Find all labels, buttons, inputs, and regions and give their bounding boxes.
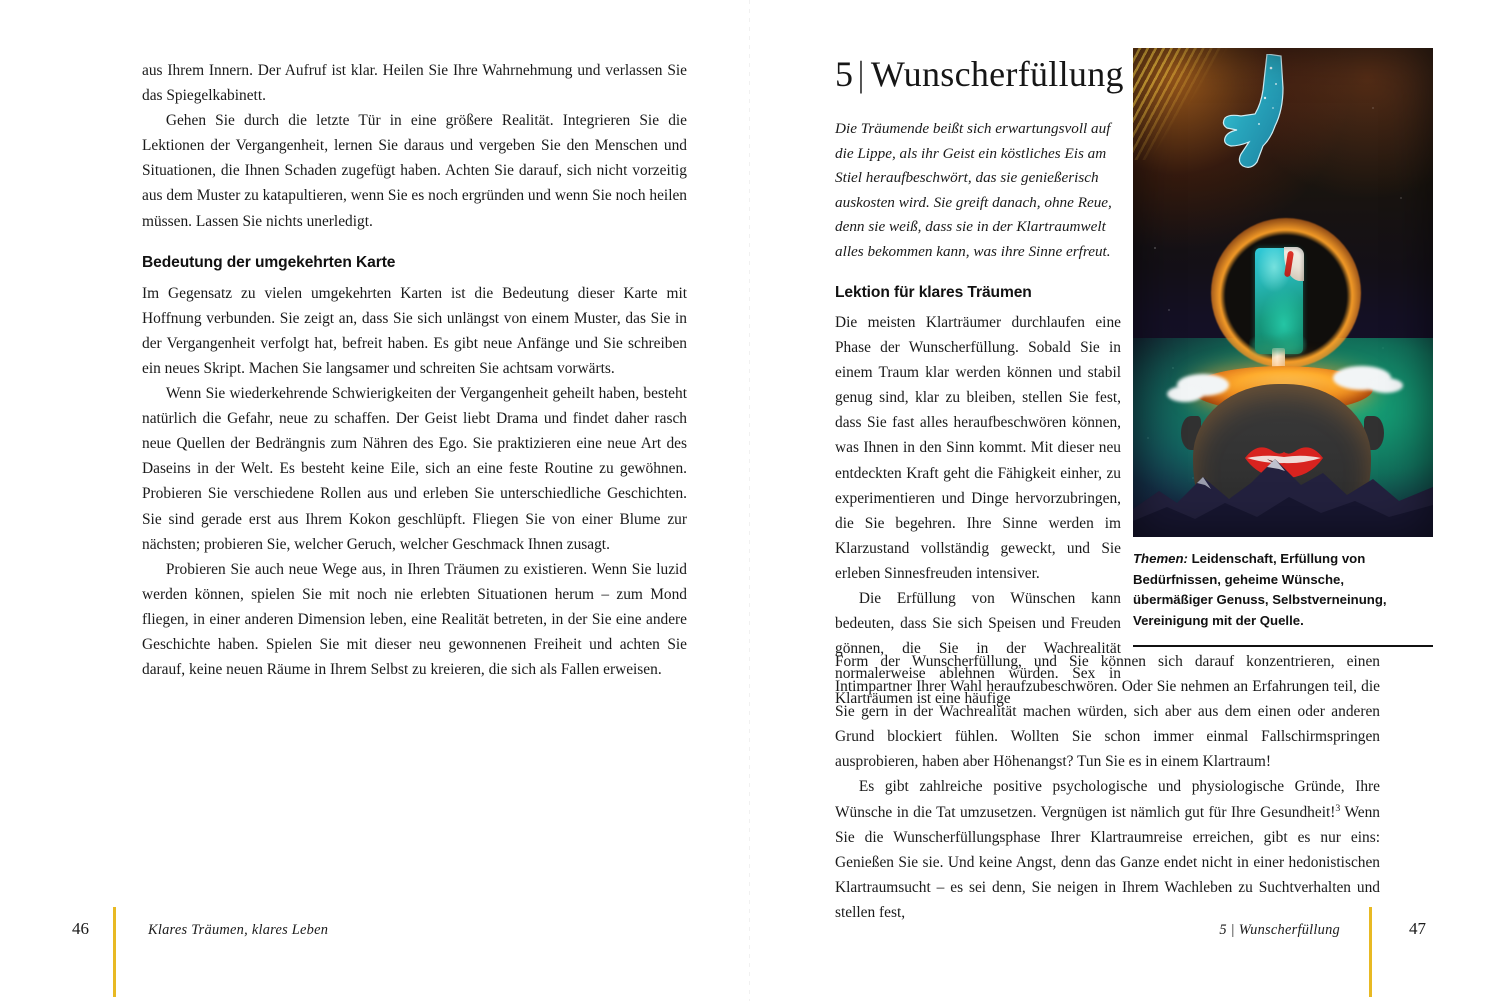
paragraph: Die Erfüllung von Wünschen kann bedeuten, dass Sie sich Speisen und Freuden gönnen, die Sie in der Wachrealität normalerweise ablehnen würden. Sex in Klarträumen ist eine häufige [835, 590, 1121, 708]
chapter-number: 5 [835, 54, 854, 94]
page-number-left: 46 [72, 919, 89, 938]
caption-rule [1133, 645, 1433, 647]
running-head-left: Klares Träumen, klares Leben [148, 922, 329, 938]
right-page-subheading: Lektion für klares Träumen [835, 284, 1032, 301]
chapter-figure [1133, 48, 1433, 647]
paragraph: Probieren Sie auch neue Wege aus, in Ihren Träumen zu existieren. Wenn Sie luzid werden können, spielen Sie mit noch nie erlebten Situationen herum – zum Mond fliegen, in einer anderen Dimension leben, eine Realität betreten, in der Sie eine andere Geschichte haben. Spielen Sie mit dieser neu gewonnenen Freiheit und achten Sie darauf, keine neuen Räume in Ihrem Selbst zu kreieren, die sich als Fallen erweisen. [142, 560, 687, 679]
cloud [1369, 378, 1403, 393]
paragraph-part: Wenn Sie die Wunscherfüllungsphase Ihrer Klartraumreise erreichen, gibt es nur eins: Genießen Sie sie. Und keine Angst, denn das Ganze endet nicht in einer hedonistischen Klartraumsucht – es sei denn, Sie neigen in Ihrem Wachleben zu Suchtverhalten und stellen fest, [835, 803, 1380, 921]
left-page-subheading: Bedeutung der umgekehrten Karte [142, 253, 396, 271]
paragraph: Gehen Sie durch die letzte Tür in eine größere Realität. Integrieren Sie die Lektionen der Vergangenheit, lernen Sie daraus und vergeben Sie den Menschen und Situationen, die Ihnen Schaden zugefügt haben. Achten Sie darauf, sich nicht vorzeitig aus dem Muster zu katapultieren, wenn Sie es noch ergründen und wenn Sie noch heilen müssen. Lassen Sie nichts unerledigt. [142, 112, 687, 230]
chapter-title [835, 52, 1124, 96]
right-page-wide-column [835, 649, 1380, 925]
right-page-footer [750, 889, 1500, 1001]
intro-paragraph: Die Träumende beißt sich erwartungsvoll auf die Lippe, als ihr Geist ein köstliches Eis am Stiel heraufbeschwört, das sie genießerisch auskosten wird. Sie greift danach, ohne Reue, denn sie weiß, dass sie in der Klartraumwelt alles bekommen kann, was ihre Sinne erfreut. [835, 120, 1112, 260]
reaching-hand-icon [1221, 54, 1291, 182]
mountain-range [1133, 447, 1433, 537]
paragraph-part: Es gibt zahlreiche positive psychologische und physiologische Gründe, Ihre Wünsche in die Tat umzusetzen. Vergnügen ist nämlich gut für Ihre Gesundheit! [835, 778, 1380, 821]
chapter-title-separator: | [857, 54, 865, 94]
chapter-intro-blurb [835, 117, 1118, 265]
paragraph: Wenn Sie wiederkehrende Schwierigkeiten der Vergangenheit geheilt haben, besteht natürlich die Gefahr, neue zu schaffen. Der Geist liebt Drama und findet daher rasch neue Quellen der Bedrängnis zum Nähren des Ego. Sie praktizieren eine neue Art des Daseins in der Welt. Es besteht keine Eile, sich an eine feste Routine zu gewöhnen. Probieren Sie verschiedene Rollen aus und erleben Sie unterschiedliche Geschichten. Sie sind gerade erst aus Ihrem Kokon geschlüpft. Fliegen Sie von einer Blume zur nächsten; probieren Sie, welcher Geruch, welcher Geschmack Ihnen zusagt. [142, 385, 687, 553]
footnote-marker: 3 [1335, 802, 1341, 814]
left-page-text-column [142, 58, 687, 682]
paragraph: Die meisten Klarträumer durchlaufen eine Phase der Wunscherfüllung. Sobald Sie in einem Traum klar werden können und stabil genug sind, klar zu bleiben, stellen Sie fest, dass Sie fast alles heraufbeschwören können, was Ihnen in den Sinn kommt. Mit dieser neu entdeckten Kraft geht die Fähigkeit einher, zu experimentieren und Dinge hervorzubringen, die Sie begehren. Ihre Sinne werden im Klarzustand vollständig geweckt, und Sie erleben Sinnesfreuden intensiver. [835, 314, 1121, 582]
footer-accent-bar-right [1369, 907, 1372, 997]
chapter-title-text: Wunscherfüllung [870, 54, 1124, 94]
popsicle-bite [1284, 247, 1304, 281]
paragraph: Im Gegensatz zu vielen umgekehrten Karten ist die Bedeutung dieser Karte mit Hoffnung verbunden. Sie zeigt an, dass Sie sich unlängst von einem Muster, das Sie in der Vergangenheit verfolgt hat, befreit haben. Es gibt neue Anfänge und Sie schreiben ein neues Skript. Machen Sie langsamer und schreiten Sie achtsam vorwärts. [142, 284, 687, 377]
page-number-right: 47 [1409, 919, 1426, 938]
right-page-narrow-column [835, 283, 1121, 712]
figure-illustration [1133, 48, 1433, 537]
caption-text: Leidenschaft, Erfüllung von Bedürfnissen, geheime Wünsche, übermäßiger Genuss, Selbstverneinung, Vereinigung mit der Quelle. [1133, 551, 1387, 628]
running-head-right: 5 | Wunscherfüllung [1219, 922, 1340, 938]
left-page-footer [0, 889, 750, 1001]
paragraph: Form der Wunscherfüllung, und Sie können sich darauf konzentrieren, einen Intimpartner Ihrer Wahl heraufzubeschwören. Oder Sie nehmen an Erfahrungen teil, die Sie gern in der Wachrealität machen würden, sich aber aus dem einen oder anderen Grund blockiert fühlen. Wollten Sie schon immer einmal Fallschirmspringen ausprobieren, haben aber Höhenangst? Tun Sie es in einem Klartraum! [835, 653, 1380, 771]
cloud [1167, 386, 1203, 402]
caption-label: Themen: [1133, 551, 1188, 566]
paragraph: aus Ihrem Innern. Der Aufruf ist klar. Heilen Sie Ihre Wahrnehmung und verlassen Sie das Spiegelkabinett. [142, 62, 687, 105]
green-crown [1249, 331, 1307, 361]
figure-caption [1133, 549, 1416, 631]
footer-accent-bar-left [113, 907, 116, 997]
